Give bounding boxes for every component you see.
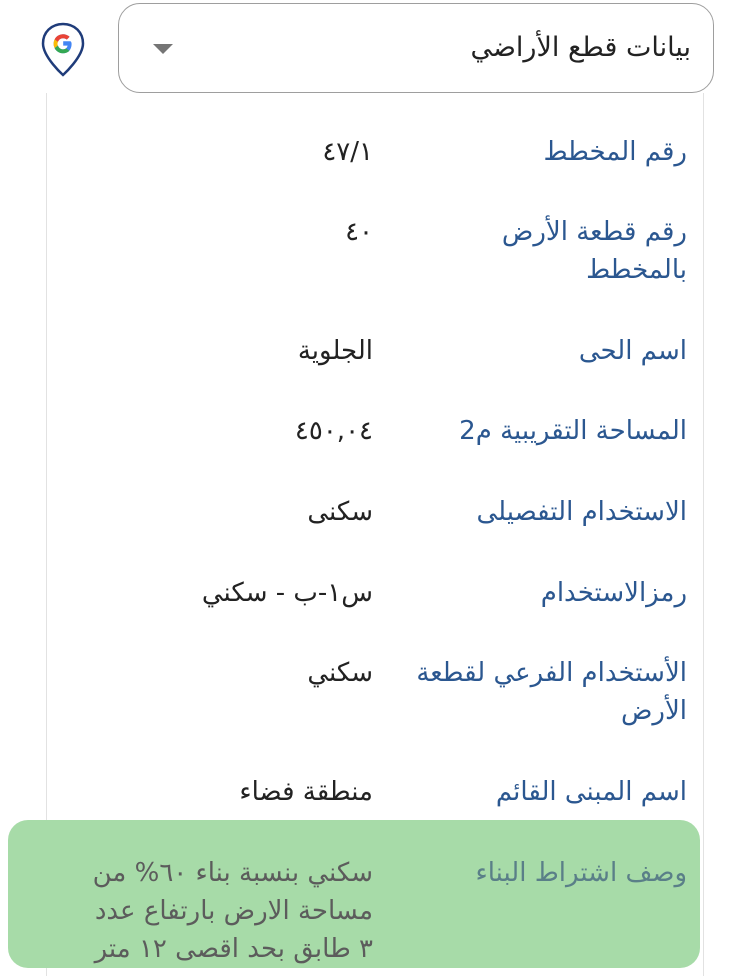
- row-label-plot-number: رقم قطعة الأرض بالمخطط: [501, 217, 687, 285]
- chevron-down-icon: [153, 44, 173, 54]
- row-value-detailed-use: سكنى: [307, 497, 373, 527]
- row-value-area: ٤٥٠,٠٤: [294, 416, 373, 446]
- row-value-plot-number: ٤٠: [345, 217, 373, 247]
- layer-select-dropdown[interactable]: [118, 3, 714, 93]
- row-label-sub-use: الأستخدام الفرعي لقطعة الأرض: [416, 658, 687, 726]
- row-value-sub-use: سكني: [307, 658, 373, 688]
- row-label-existing-building: اسم المبنى القائم: [495, 777, 687, 807]
- dropdown-selected-value: بيانات قطع الأراضي: [470, 32, 691, 63]
- row-value-plan-number: ٤٧/١: [322, 137, 373, 167]
- google-pin-icon[interactable]: [40, 22, 86, 78]
- row-label-plan-number: رقم المخطط: [543, 137, 687, 167]
- row-label-detailed-use: الاستخدام التفصيلى: [476, 497, 687, 527]
- row-value-district: الجلوية: [297, 336, 373, 366]
- row-label-building-requirement: وصف اشتراط البناء: [475, 858, 687, 888]
- row-value-existing-building: منطقة فضاء: [239, 777, 373, 807]
- row-value-use-code: س١-ب - سكني: [201, 578, 373, 608]
- row-label-district: اسم الحى: [578, 336, 687, 366]
- row-value-building-requirement: سكني بنسبة بناء ٦٠% من مساحة الارض بارتفاع عدد ٣ طابق بحد اقصى ١٢ متر: [92, 858, 373, 964]
- row-label-area: المساحة التقريبية م2: [459, 416, 687, 446]
- row-label-use-code: رمزالاستخدام: [540, 578, 687, 608]
